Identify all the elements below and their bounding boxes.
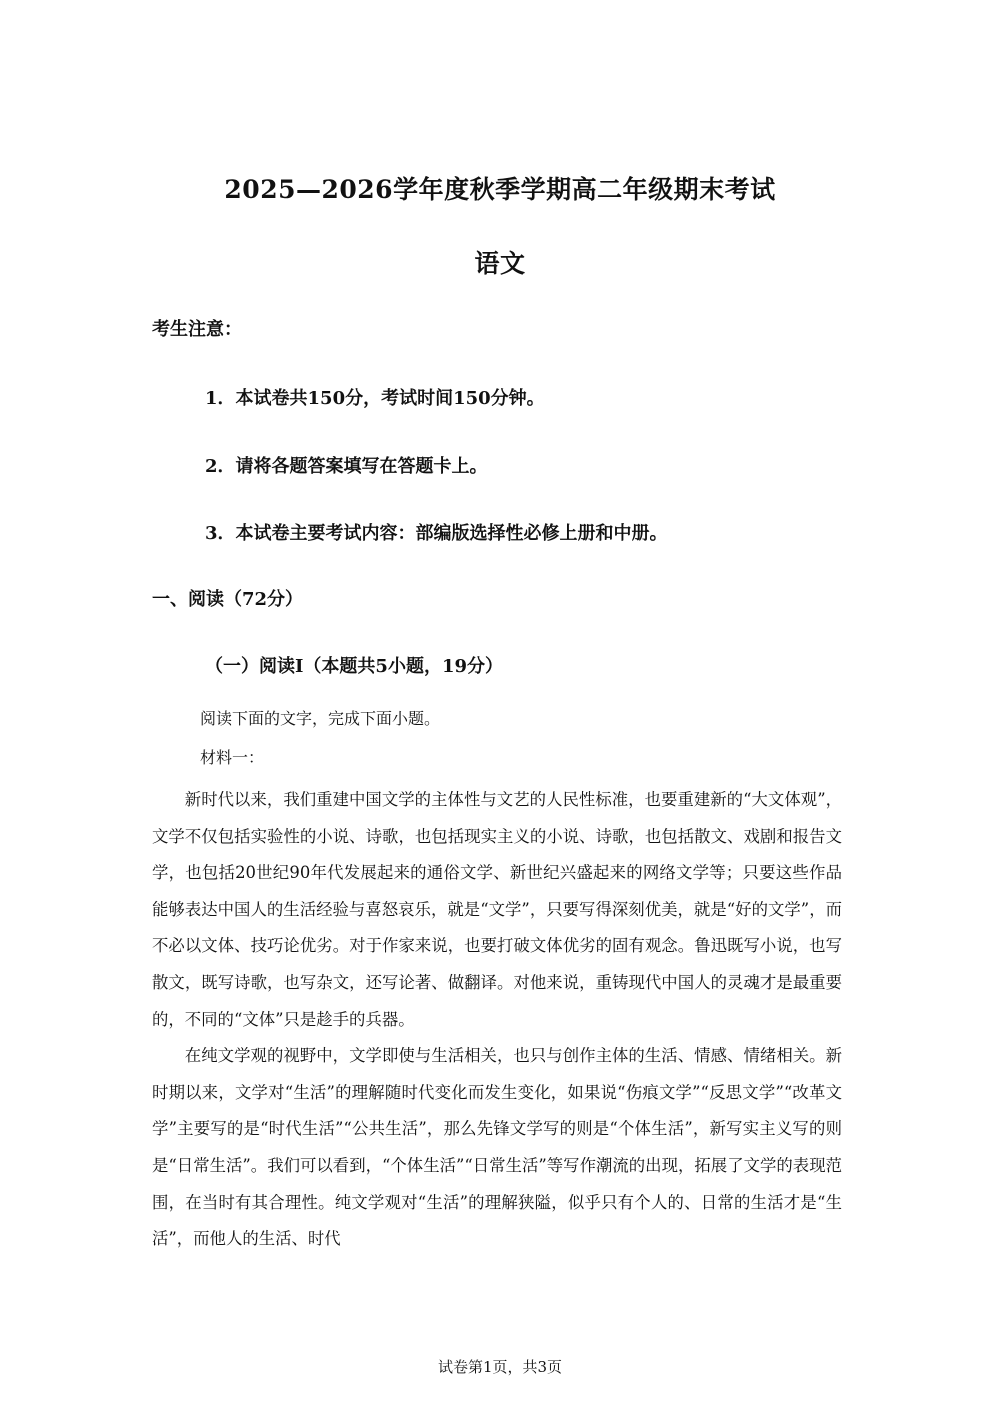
page-footer: 试卷第1页，共3页 <box>437 1358 563 1376</box>
reading-instruction: 阅读下面的文字，完成下面小题。 <box>200 709 441 728</box>
exam-title: 2025—2026学年度秋季学期高二年级期末考试 <box>224 175 776 204</box>
reading-passage <box>152 782 842 1258</box>
notice-item-2: 2．请将各题答案填写在答题卡上。 <box>205 456 488 477</box>
passage-paragraph-2: 在纯文学观的视野中，文学即使与生活相关，也只与创作主体的生活、情感、情绪相关。新时期以来，文学对“生活”的理解随时代变化而发生变化，如果说“伤痕文学”“反思文学”“改革文学”主要写的是“时代生活”“公共生活”，那么先锋文学写的则是“个体生活”，新写实主义写的则是“日常生活”。我们可以看到，“个体生活”“日常生活”等写作潮流的出现，拓展了文学的表现范围，在当时有其合理性。纯文学观对“生活”的理解狭隘，似乎只有个人的、日常的生活才是“生活”，而他人的生活、时代 <box>152 1046 842 1249</box>
subject-title: 语文 <box>474 249 526 278</box>
passage-paragraph-1: 新时代以来，我们重建中国文学的主体性与文艺的人民性标准，也要重建新的“大文体观”，文学不仅包括实验性的小说、诗歌，也包括现实主义的小说、诗歌，也包括散文、戏剧和报告文学，也包括20世纪90年代发展起来的通俗文学、新世纪兴盛起来的网络文学等；只要这些作品能够表达中国人的生活经验与喜怒哀乐，就是“文学”，只要写得深刻优美，就是“好的文学”，而不必以文体、技巧论优劣。对于作家来说，也要打破文体优劣的固有观念。鲁迅既写小说，也写散文，既写诗歌，也写杂文，还写论著、做翻译。对他来说，重铸现代中国人的灵魂才是最重要的，不同的“文体”只是趁手的兵器。 <box>152 790 842 1029</box>
notice-label: 考生注意： <box>152 319 242 340</box>
notice-item-3: 3．本试卷主要考试内容：部编版选择性必修上册和中册。 <box>205 523 668 544</box>
section-heading: 一、阅读（72分） <box>152 589 304 610</box>
subsection-heading: （一）阅读I（本题共5小题，19分） <box>205 656 503 677</box>
material-label: 材料一： <box>200 748 265 767</box>
notice-item-1: 1．本试卷共150分，考试时间150分钟。 <box>205 388 545 409</box>
